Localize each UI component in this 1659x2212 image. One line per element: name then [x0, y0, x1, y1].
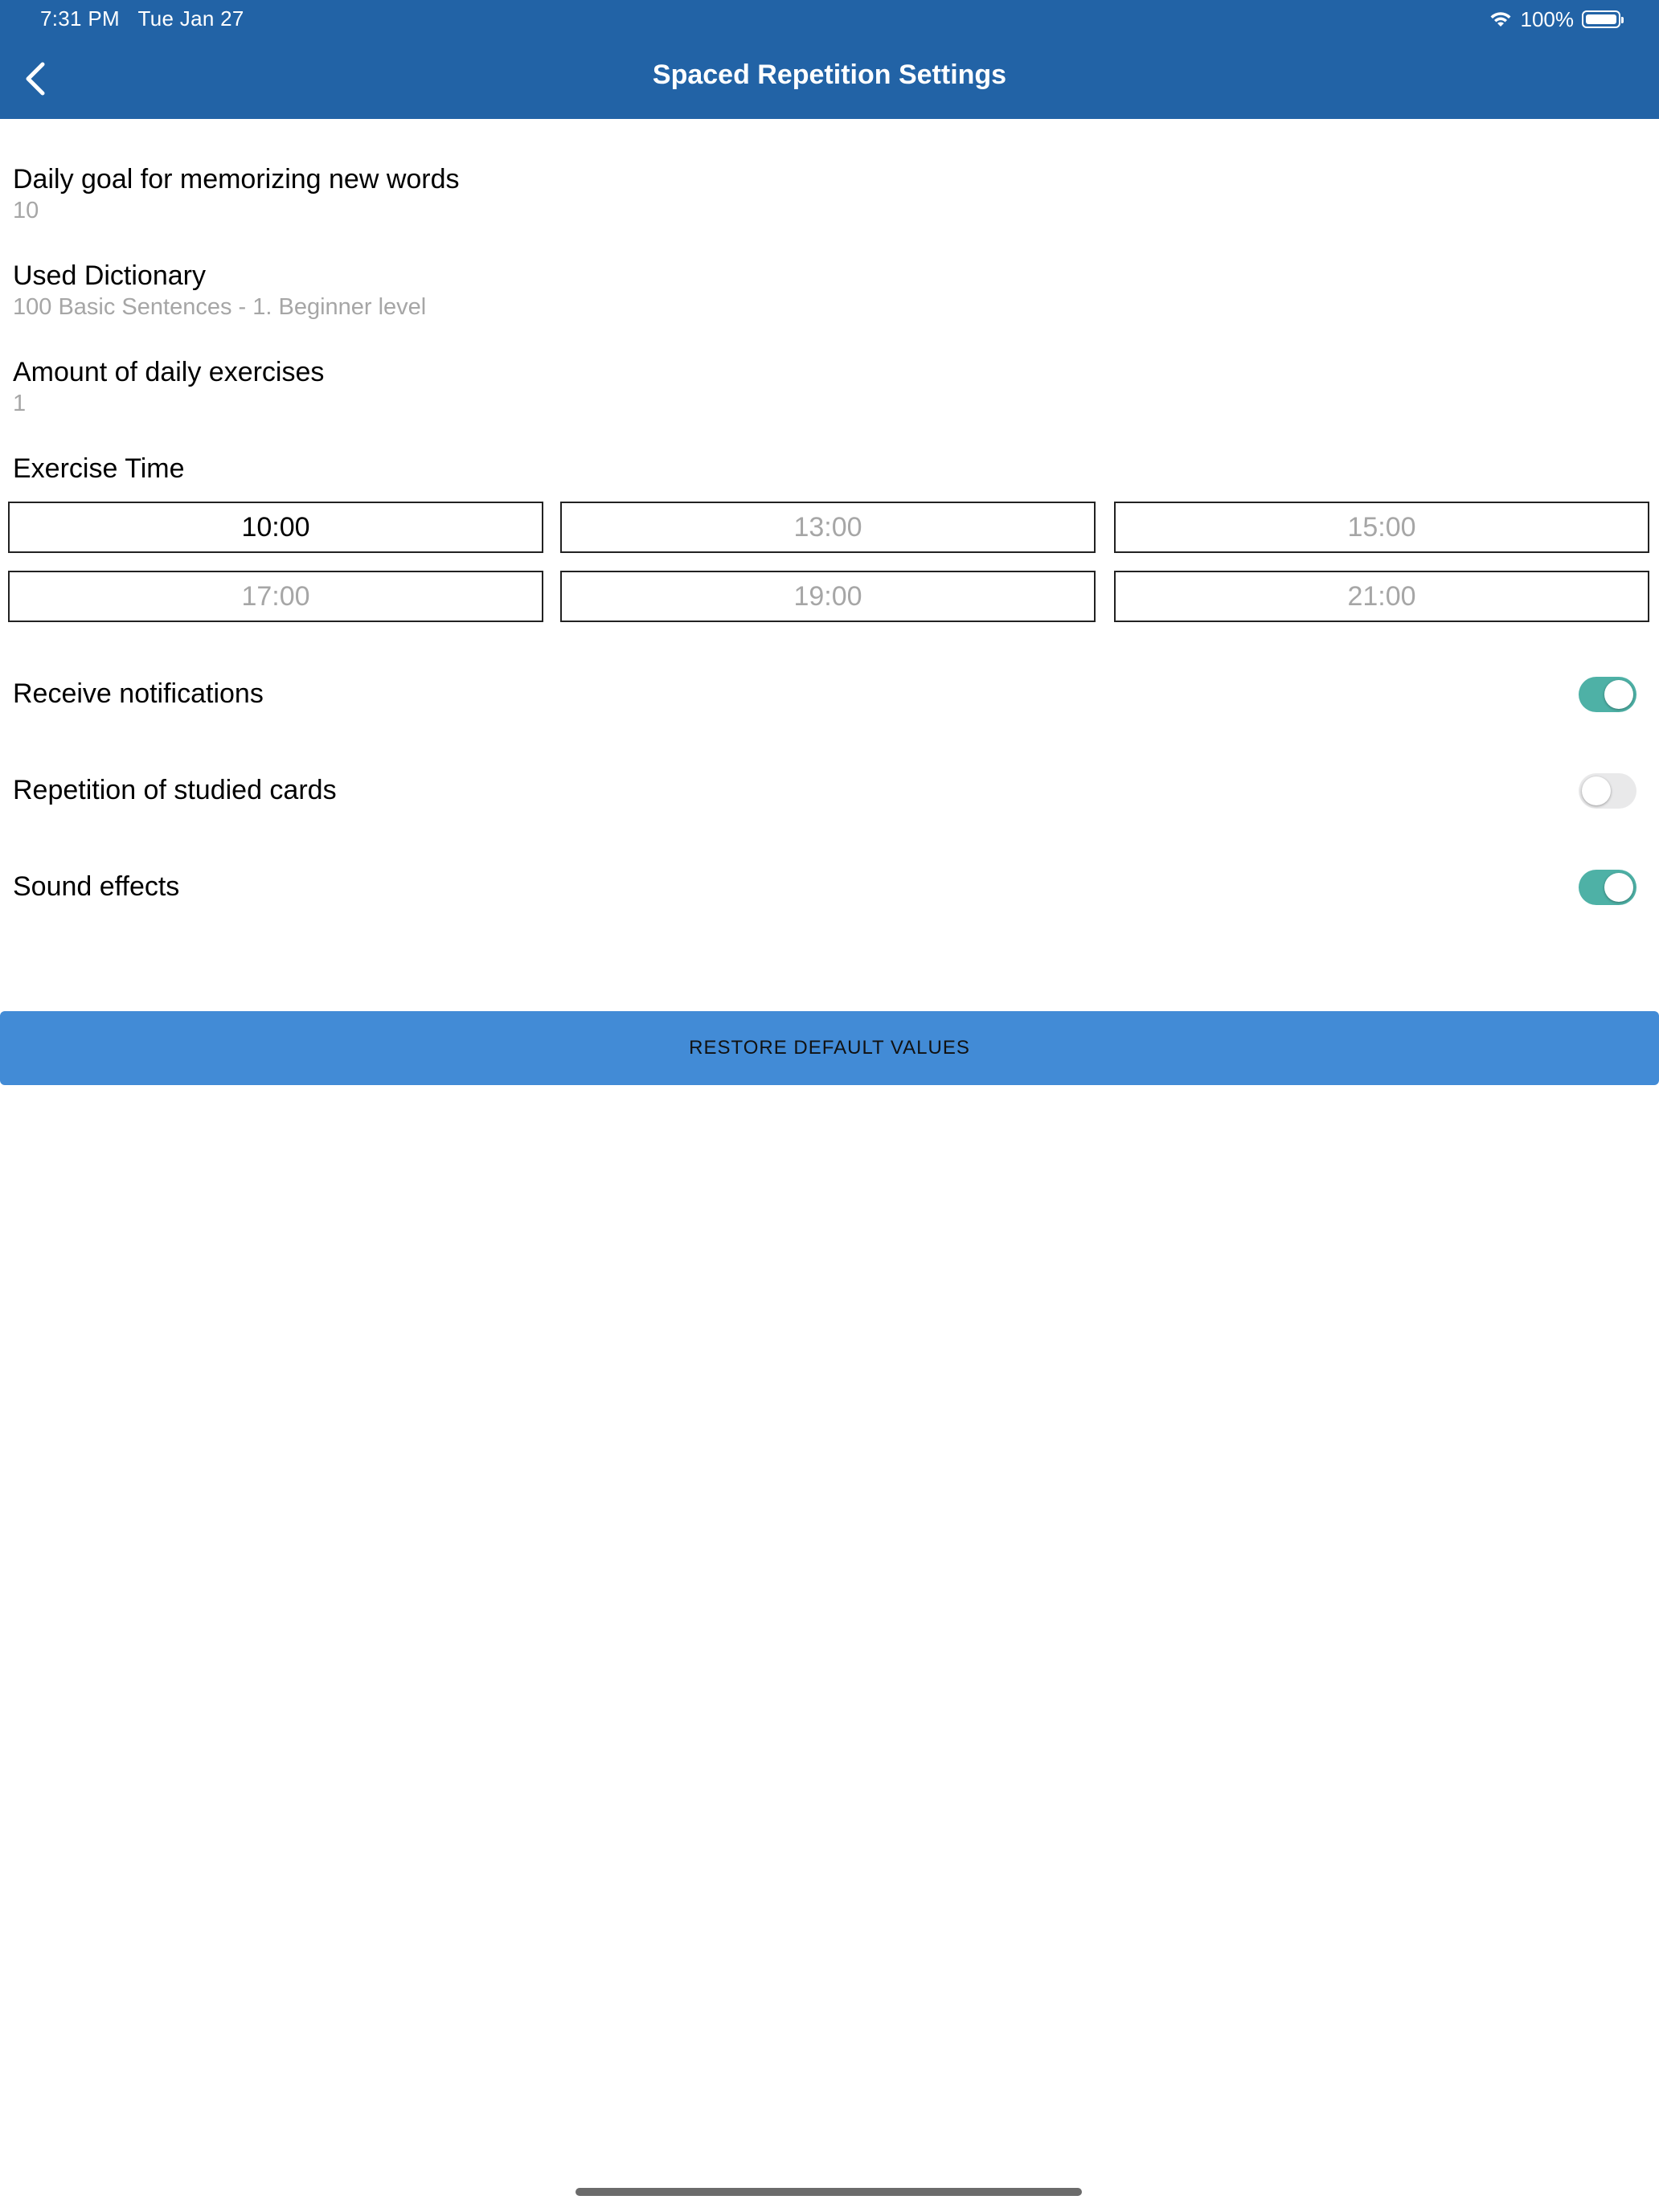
wifi-icon — [1489, 10, 1513, 29]
page-title: Spaced Repetition Settings — [652, 59, 1007, 90]
toggle-label: Sound effects — [13, 871, 180, 902]
setting-label: Daily goal for memorizing new words — [13, 164, 460, 195]
setting-value: 1 — [13, 391, 27, 416]
toggle-label: Receive notifications — [13, 678, 264, 709]
setting-value: 100 Basic Sentences - 1. Beginner level — [13, 294, 427, 320]
time-option-21[interactable]: 21:00 — [1114, 571, 1649, 622]
setting-label: Amount of daily exercises — [13, 357, 325, 387]
home-indicator[interactable] — [576, 2188, 1082, 2196]
restore-defaults-button[interactable]: RESTORE DEFAULT VALUES — [0, 1011, 1659, 1085]
notifications-toggle[interactable] — [1579, 677, 1636, 712]
navigation-bar — [0, 0, 1659, 119]
time-option-10[interactable]: 10:00 — [8, 502, 543, 553]
setting-used-dictionary[interactable] — [13, 259, 426, 322]
exercise-time-label: Exercise Time — [13, 453, 185, 484]
toggle-row-notifications — [13, 670, 1636, 719]
time-option-13[interactable]: 13:00 — [560, 502, 1096, 553]
setting-daily-exercises[interactable] — [13, 355, 324, 418]
toggle-label: Repetition of studied cards — [13, 775, 337, 805]
status-time-date — [40, 6, 244, 31]
sound-effects-toggle[interactable] — [1579, 870, 1636, 905]
repetition-toggle[interactable] — [1579, 773, 1636, 809]
setting-label: Used Dictionary — [13, 260, 206, 291]
toggle-row-repetition — [13, 767, 1636, 815]
time-option-19[interactable]: 19:00 — [560, 571, 1096, 622]
battery-icon — [1582, 10, 1620, 28]
toggle-row-sound — [13, 863, 1636, 911]
status-time: 7:31 PM — [40, 6, 120, 31]
battery-percent: 100% — [1520, 6, 1574, 31]
time-option-15[interactable]: 15:00 — [1114, 502, 1649, 553]
status-indicators — [1489, 6, 1621, 32]
status-date: Tue Jan 27 — [137, 6, 244, 31]
setting-value: 10 — [13, 198, 39, 223]
time-option-17[interactable]: 17:00 — [8, 571, 543, 622]
setting-daily-goal[interactable] — [13, 162, 460, 225]
